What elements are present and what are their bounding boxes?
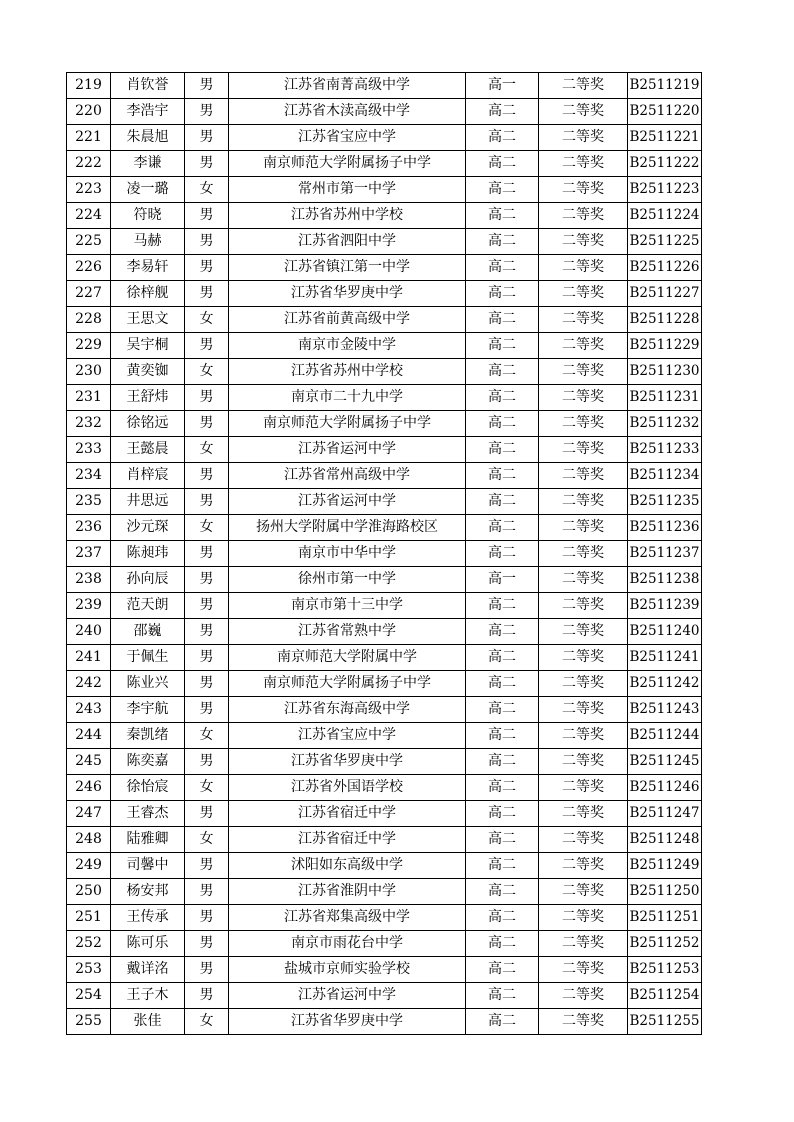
row-number: 226 xyxy=(67,255,111,281)
table-row xyxy=(67,255,702,281)
award-level: 二等奖 xyxy=(539,281,628,307)
award-level: 二等奖 xyxy=(539,307,628,333)
student-name: 徐梓舰 xyxy=(111,281,185,307)
certificate-code: B2511238 xyxy=(628,567,702,593)
gender: 女 xyxy=(185,359,229,385)
student-name: 陈业兴 xyxy=(111,671,185,697)
certificate-code: B2511235 xyxy=(628,489,702,515)
student-name: 黄奕铷 xyxy=(111,359,185,385)
grade: 高二 xyxy=(466,99,539,125)
award-level: 二等奖 xyxy=(539,515,628,541)
school-name: 盐城市京师实验学校 xyxy=(229,957,466,983)
certificate-code: B2511241 xyxy=(628,645,702,671)
grade: 高二 xyxy=(466,333,539,359)
table-row xyxy=(67,853,702,879)
grade: 高一 xyxy=(466,567,539,593)
table-row xyxy=(67,567,702,593)
gender: 男 xyxy=(185,73,229,99)
school-name: 南京市中华中学 xyxy=(229,541,466,567)
school-name: 江苏省苏州中学校 xyxy=(229,359,466,385)
award-list-table xyxy=(66,72,702,1035)
award-level: 二等奖 xyxy=(539,177,628,203)
certificate-code: B2511232 xyxy=(628,411,702,437)
school-name: 扬州大学附属中学淮海路校区 xyxy=(229,515,466,541)
school-name: 南京师范大学附属扬子中学 xyxy=(229,671,466,697)
grade: 高二 xyxy=(466,593,539,619)
gender: 女 xyxy=(185,177,229,203)
school-name: 徐州市第一中学 xyxy=(229,567,466,593)
certificate-code: B2511250 xyxy=(628,879,702,905)
table-row xyxy=(67,801,702,827)
award-level: 二等奖 xyxy=(539,775,628,801)
certificate-code: B2511253 xyxy=(628,957,702,983)
table-row xyxy=(67,671,702,697)
award-level: 二等奖 xyxy=(539,879,628,905)
student-name: 肖钦誉 xyxy=(111,73,185,99)
certificate-code: B2511226 xyxy=(628,255,702,281)
row-number: 236 xyxy=(67,515,111,541)
grade: 高二 xyxy=(466,671,539,697)
student-name: 戴详洺 xyxy=(111,957,185,983)
table-row xyxy=(67,307,702,333)
award-level: 二等奖 xyxy=(539,73,628,99)
table-row xyxy=(67,151,702,177)
row-number: 249 xyxy=(67,853,111,879)
grade: 高二 xyxy=(466,1009,539,1035)
gender: 女 xyxy=(185,307,229,333)
gender: 男 xyxy=(185,125,229,151)
school-name: 江苏省前黄高级中学 xyxy=(229,307,466,333)
student-name: 王睿杰 xyxy=(111,801,185,827)
gender: 男 xyxy=(185,567,229,593)
award-level: 二等奖 xyxy=(539,411,628,437)
gender: 男 xyxy=(185,411,229,437)
award-level: 二等奖 xyxy=(539,541,628,567)
gender: 男 xyxy=(185,203,229,229)
certificate-code: B2511228 xyxy=(628,307,702,333)
award-level: 二等奖 xyxy=(539,905,628,931)
row-number: 247 xyxy=(67,801,111,827)
award-level: 二等奖 xyxy=(539,463,628,489)
school-name: 沭阳如东高级中学 xyxy=(229,853,466,879)
row-number: 254 xyxy=(67,983,111,1009)
school-name: 江苏省宝应中学 xyxy=(229,723,466,749)
row-number: 250 xyxy=(67,879,111,905)
table-row xyxy=(67,1009,702,1035)
award-level: 二等奖 xyxy=(539,645,628,671)
student-name: 秦凯绪 xyxy=(111,723,185,749)
school-name: 南京市二十九中学 xyxy=(229,385,466,411)
grade: 高二 xyxy=(466,411,539,437)
row-number: 238 xyxy=(67,567,111,593)
school-name: 南京市金陵中学 xyxy=(229,333,466,359)
certificate-code: B2511234 xyxy=(628,463,702,489)
table-row xyxy=(67,905,702,931)
table-body xyxy=(67,73,702,1035)
table-row xyxy=(67,619,702,645)
row-number: 242 xyxy=(67,671,111,697)
award-level: 二等奖 xyxy=(539,437,628,463)
certificate-code: B2511236 xyxy=(628,515,702,541)
student-name: 张佳 xyxy=(111,1009,185,1035)
gender: 女 xyxy=(185,723,229,749)
gender: 男 xyxy=(185,229,229,255)
school-name: 江苏省华罗庚中学 xyxy=(229,749,466,775)
certificate-code: B2511230 xyxy=(628,359,702,385)
grade: 高二 xyxy=(466,645,539,671)
gender: 女 xyxy=(185,775,229,801)
gender: 女 xyxy=(185,827,229,853)
student-name: 李易轩 xyxy=(111,255,185,281)
certificate-code: B2511242 xyxy=(628,671,702,697)
grade: 高二 xyxy=(466,619,539,645)
award-level: 二等奖 xyxy=(539,359,628,385)
student-name: 司馨中 xyxy=(111,853,185,879)
table-row xyxy=(67,489,702,515)
student-name: 孙向辰 xyxy=(111,567,185,593)
grade: 高二 xyxy=(466,515,539,541)
row-number: 232 xyxy=(67,411,111,437)
grade: 高二 xyxy=(466,879,539,905)
table-row xyxy=(67,775,702,801)
award-level: 二等奖 xyxy=(539,125,628,151)
gender: 男 xyxy=(185,99,229,125)
grade: 高二 xyxy=(466,359,539,385)
certificate-code: B2511220 xyxy=(628,99,702,125)
student-name: 杨安邦 xyxy=(111,879,185,905)
table-row xyxy=(67,749,702,775)
school-name: 江苏省运河中学 xyxy=(229,437,466,463)
table-row xyxy=(67,723,702,749)
student-name: 陈昶玮 xyxy=(111,541,185,567)
grade: 高二 xyxy=(466,775,539,801)
gender: 男 xyxy=(185,879,229,905)
certificate-code: B2511249 xyxy=(628,853,702,879)
row-number: 235 xyxy=(67,489,111,515)
table-row xyxy=(67,229,702,255)
school-name: 南京市第十三中学 xyxy=(229,593,466,619)
certificate-code: B2511240 xyxy=(628,619,702,645)
certificate-code: B2511254 xyxy=(628,983,702,1009)
certificate-code: B2511239 xyxy=(628,593,702,619)
award-level: 二等奖 xyxy=(539,385,628,411)
table-row xyxy=(67,99,702,125)
certificate-code: B2511255 xyxy=(628,1009,702,1035)
student-name: 徐怡宸 xyxy=(111,775,185,801)
grade: 高二 xyxy=(466,177,539,203)
row-number: 228 xyxy=(67,307,111,333)
student-name: 马赫 xyxy=(111,229,185,255)
award-level: 二等奖 xyxy=(539,1009,628,1035)
student-name: 沙元琛 xyxy=(111,515,185,541)
certificate-code: B2511223 xyxy=(628,177,702,203)
row-number: 245 xyxy=(67,749,111,775)
row-number: 229 xyxy=(67,333,111,359)
grade: 高二 xyxy=(466,905,539,931)
table-row xyxy=(67,385,702,411)
grade: 高二 xyxy=(466,437,539,463)
table-row xyxy=(67,411,702,437)
grade: 高二 xyxy=(466,203,539,229)
table-row xyxy=(67,931,702,957)
school-name: 江苏省常州高级中学 xyxy=(229,463,466,489)
award-level: 二等奖 xyxy=(539,203,628,229)
row-number: 221 xyxy=(67,125,111,151)
gender: 男 xyxy=(185,541,229,567)
gender: 男 xyxy=(185,281,229,307)
student-name: 李宇航 xyxy=(111,697,185,723)
certificate-code: B2511233 xyxy=(628,437,702,463)
certificate-code: B2511246 xyxy=(628,775,702,801)
certificate-code: B2511244 xyxy=(628,723,702,749)
certificate-code: B2511245 xyxy=(628,749,702,775)
school-name: 江苏省淮阴中学 xyxy=(229,879,466,905)
certificate-code: B2511229 xyxy=(628,333,702,359)
certificate-code: B2511252 xyxy=(628,931,702,957)
grade: 高二 xyxy=(466,827,539,853)
row-number: 248 xyxy=(67,827,111,853)
student-name: 王传承 xyxy=(111,905,185,931)
student-name: 朱晨旭 xyxy=(111,125,185,151)
gender: 女 xyxy=(185,437,229,463)
table-row xyxy=(67,437,702,463)
row-number: 241 xyxy=(67,645,111,671)
table-row xyxy=(67,125,702,151)
gender: 男 xyxy=(185,593,229,619)
award-level: 二等奖 xyxy=(539,723,628,749)
table-row xyxy=(67,177,702,203)
school-name: 南京师范大学附属中学 xyxy=(229,645,466,671)
school-name: 江苏省宝应中学 xyxy=(229,125,466,151)
school-name: 江苏省宿迁中学 xyxy=(229,801,466,827)
row-number: 253 xyxy=(67,957,111,983)
student-name: 于佩生 xyxy=(111,645,185,671)
award-level: 二等奖 xyxy=(539,151,628,177)
student-name: 陈可乐 xyxy=(111,931,185,957)
row-number: 230 xyxy=(67,359,111,385)
gender: 男 xyxy=(185,801,229,827)
award-level: 二等奖 xyxy=(539,749,628,775)
award-level: 二等奖 xyxy=(539,853,628,879)
school-name: 江苏省苏州中学校 xyxy=(229,203,466,229)
school-name: 江苏省运河中学 xyxy=(229,983,466,1009)
award-level: 二等奖 xyxy=(539,931,628,957)
grade: 高二 xyxy=(466,255,539,281)
award-level: 二等奖 xyxy=(539,957,628,983)
grade: 高二 xyxy=(466,983,539,1009)
gender: 男 xyxy=(185,905,229,931)
student-name: 范天朗 xyxy=(111,593,185,619)
school-name: 江苏省南菁高级中学 xyxy=(229,73,466,99)
award-level: 二等奖 xyxy=(539,827,628,853)
row-number: 227 xyxy=(67,281,111,307)
certificate-code: B2511243 xyxy=(628,697,702,723)
award-level: 二等奖 xyxy=(539,697,628,723)
student-name: 李谦 xyxy=(111,151,185,177)
table-row xyxy=(67,333,702,359)
award-level: 二等奖 xyxy=(539,983,628,1009)
row-number: 251 xyxy=(67,905,111,931)
row-number: 243 xyxy=(67,697,111,723)
row-number: 240 xyxy=(67,619,111,645)
student-name: 王懿晨 xyxy=(111,437,185,463)
student-name: 李浩宇 xyxy=(111,99,185,125)
row-number: 246 xyxy=(67,775,111,801)
grade: 高一 xyxy=(466,73,539,99)
table-row xyxy=(67,281,702,307)
row-number: 223 xyxy=(67,177,111,203)
gender: 男 xyxy=(185,983,229,1009)
award-level: 二等奖 xyxy=(539,99,628,125)
grade: 高二 xyxy=(466,931,539,957)
award-level: 二等奖 xyxy=(539,801,628,827)
grade: 高二 xyxy=(466,489,539,515)
grade: 高二 xyxy=(466,749,539,775)
school-name: 江苏省郑集高级中学 xyxy=(229,905,466,931)
grade: 高二 xyxy=(466,957,539,983)
student-name: 井思远 xyxy=(111,489,185,515)
gender: 男 xyxy=(185,749,229,775)
gender: 女 xyxy=(185,1009,229,1035)
student-name: 肖梓宸 xyxy=(111,463,185,489)
grade: 高二 xyxy=(466,229,539,255)
table-row xyxy=(67,645,702,671)
gender: 男 xyxy=(185,385,229,411)
grade: 高二 xyxy=(466,723,539,749)
student-name: 王子木 xyxy=(111,983,185,1009)
row-number: 234 xyxy=(67,463,111,489)
table-row xyxy=(67,73,702,99)
certificate-code: B2511225 xyxy=(628,229,702,255)
certificate-code: B2511224 xyxy=(628,203,702,229)
student-name: 吴宇桐 xyxy=(111,333,185,359)
award-level: 二等奖 xyxy=(539,593,628,619)
gender: 男 xyxy=(185,151,229,177)
student-name: 王思文 xyxy=(111,307,185,333)
gender: 男 xyxy=(185,255,229,281)
row-number: 239 xyxy=(67,593,111,619)
certificate-code: B2511221 xyxy=(628,125,702,151)
row-number: 244 xyxy=(67,723,111,749)
row-number: 222 xyxy=(67,151,111,177)
school-name: 江苏省木渎高级中学 xyxy=(229,99,466,125)
school-name: 江苏省东海高级中学 xyxy=(229,697,466,723)
grade: 高二 xyxy=(466,801,539,827)
certificate-code: B2511231 xyxy=(628,385,702,411)
student-name: 徐铭远 xyxy=(111,411,185,437)
grade: 高二 xyxy=(466,281,539,307)
student-name: 陈奕嘉 xyxy=(111,749,185,775)
award-level: 二等奖 xyxy=(539,333,628,359)
row-number: 225 xyxy=(67,229,111,255)
gender: 男 xyxy=(185,671,229,697)
row-number: 233 xyxy=(67,437,111,463)
certificate-code: B2511222 xyxy=(628,151,702,177)
school-name: 江苏省华罗庚中学 xyxy=(229,1009,466,1035)
grade: 高二 xyxy=(466,853,539,879)
gender: 男 xyxy=(185,853,229,879)
award-level: 二等奖 xyxy=(539,619,628,645)
table-row xyxy=(67,541,702,567)
school-name: 江苏省外国语学校 xyxy=(229,775,466,801)
row-number: 220 xyxy=(67,99,111,125)
certificate-code: B2511219 xyxy=(628,73,702,99)
certificate-code: B2511251 xyxy=(628,905,702,931)
gender: 男 xyxy=(185,931,229,957)
student-name: 凌一璐 xyxy=(111,177,185,203)
table-row xyxy=(67,359,702,385)
row-number: 255 xyxy=(67,1009,111,1035)
gender: 男 xyxy=(185,619,229,645)
gender: 男 xyxy=(185,489,229,515)
gender: 男 xyxy=(185,463,229,489)
grade: 高二 xyxy=(466,151,539,177)
student-name: 王舒炜 xyxy=(111,385,185,411)
gender: 男 xyxy=(185,957,229,983)
gender: 女 xyxy=(185,515,229,541)
school-name: 江苏省运河中学 xyxy=(229,489,466,515)
school-name: 南京师范大学附属扬子中学 xyxy=(229,151,466,177)
school-name: 常州市第一中学 xyxy=(229,177,466,203)
table-row xyxy=(67,203,702,229)
grade: 高二 xyxy=(466,697,539,723)
certificate-code: B2511237 xyxy=(628,541,702,567)
certificate-code: B2511247 xyxy=(628,801,702,827)
table-row xyxy=(67,515,702,541)
gender: 男 xyxy=(185,645,229,671)
row-number: 224 xyxy=(67,203,111,229)
certificate-code: B2511248 xyxy=(628,827,702,853)
grade: 高二 xyxy=(466,385,539,411)
table-row xyxy=(67,983,702,1009)
school-name: 南京师范大学附属扬子中学 xyxy=(229,411,466,437)
grade: 高二 xyxy=(466,463,539,489)
table-row xyxy=(67,957,702,983)
grade: 高二 xyxy=(466,541,539,567)
award-level: 二等奖 xyxy=(539,489,628,515)
award-level: 二等奖 xyxy=(539,567,628,593)
student-name: 符晓 xyxy=(111,203,185,229)
award-level: 二等奖 xyxy=(539,671,628,697)
table-row xyxy=(67,463,702,489)
row-number: 231 xyxy=(67,385,111,411)
table-row xyxy=(67,827,702,853)
student-name: 陆雅卿 xyxy=(111,827,185,853)
table-row xyxy=(67,593,702,619)
school-name: 江苏省华罗庚中学 xyxy=(229,281,466,307)
row-number: 219 xyxy=(67,73,111,99)
award-level: 二等奖 xyxy=(539,229,628,255)
school-name: 南京市雨花台中学 xyxy=(229,931,466,957)
certificate-code: B2511227 xyxy=(628,281,702,307)
row-number: 237 xyxy=(67,541,111,567)
grade: 高二 xyxy=(466,307,539,333)
student-name: 邵巍 xyxy=(111,619,185,645)
grade: 高二 xyxy=(466,125,539,151)
table-row xyxy=(67,697,702,723)
school-name: 江苏省宿迁中学 xyxy=(229,827,466,853)
table-row xyxy=(67,879,702,905)
gender: 男 xyxy=(185,697,229,723)
gender: 男 xyxy=(185,333,229,359)
award-level: 二等奖 xyxy=(539,255,628,281)
row-number: 252 xyxy=(67,931,111,957)
school-name: 江苏省常熟中学 xyxy=(229,619,466,645)
school-name: 江苏省镇江第一中学 xyxy=(229,255,466,281)
school-name: 江苏省泗阳中学 xyxy=(229,229,466,255)
